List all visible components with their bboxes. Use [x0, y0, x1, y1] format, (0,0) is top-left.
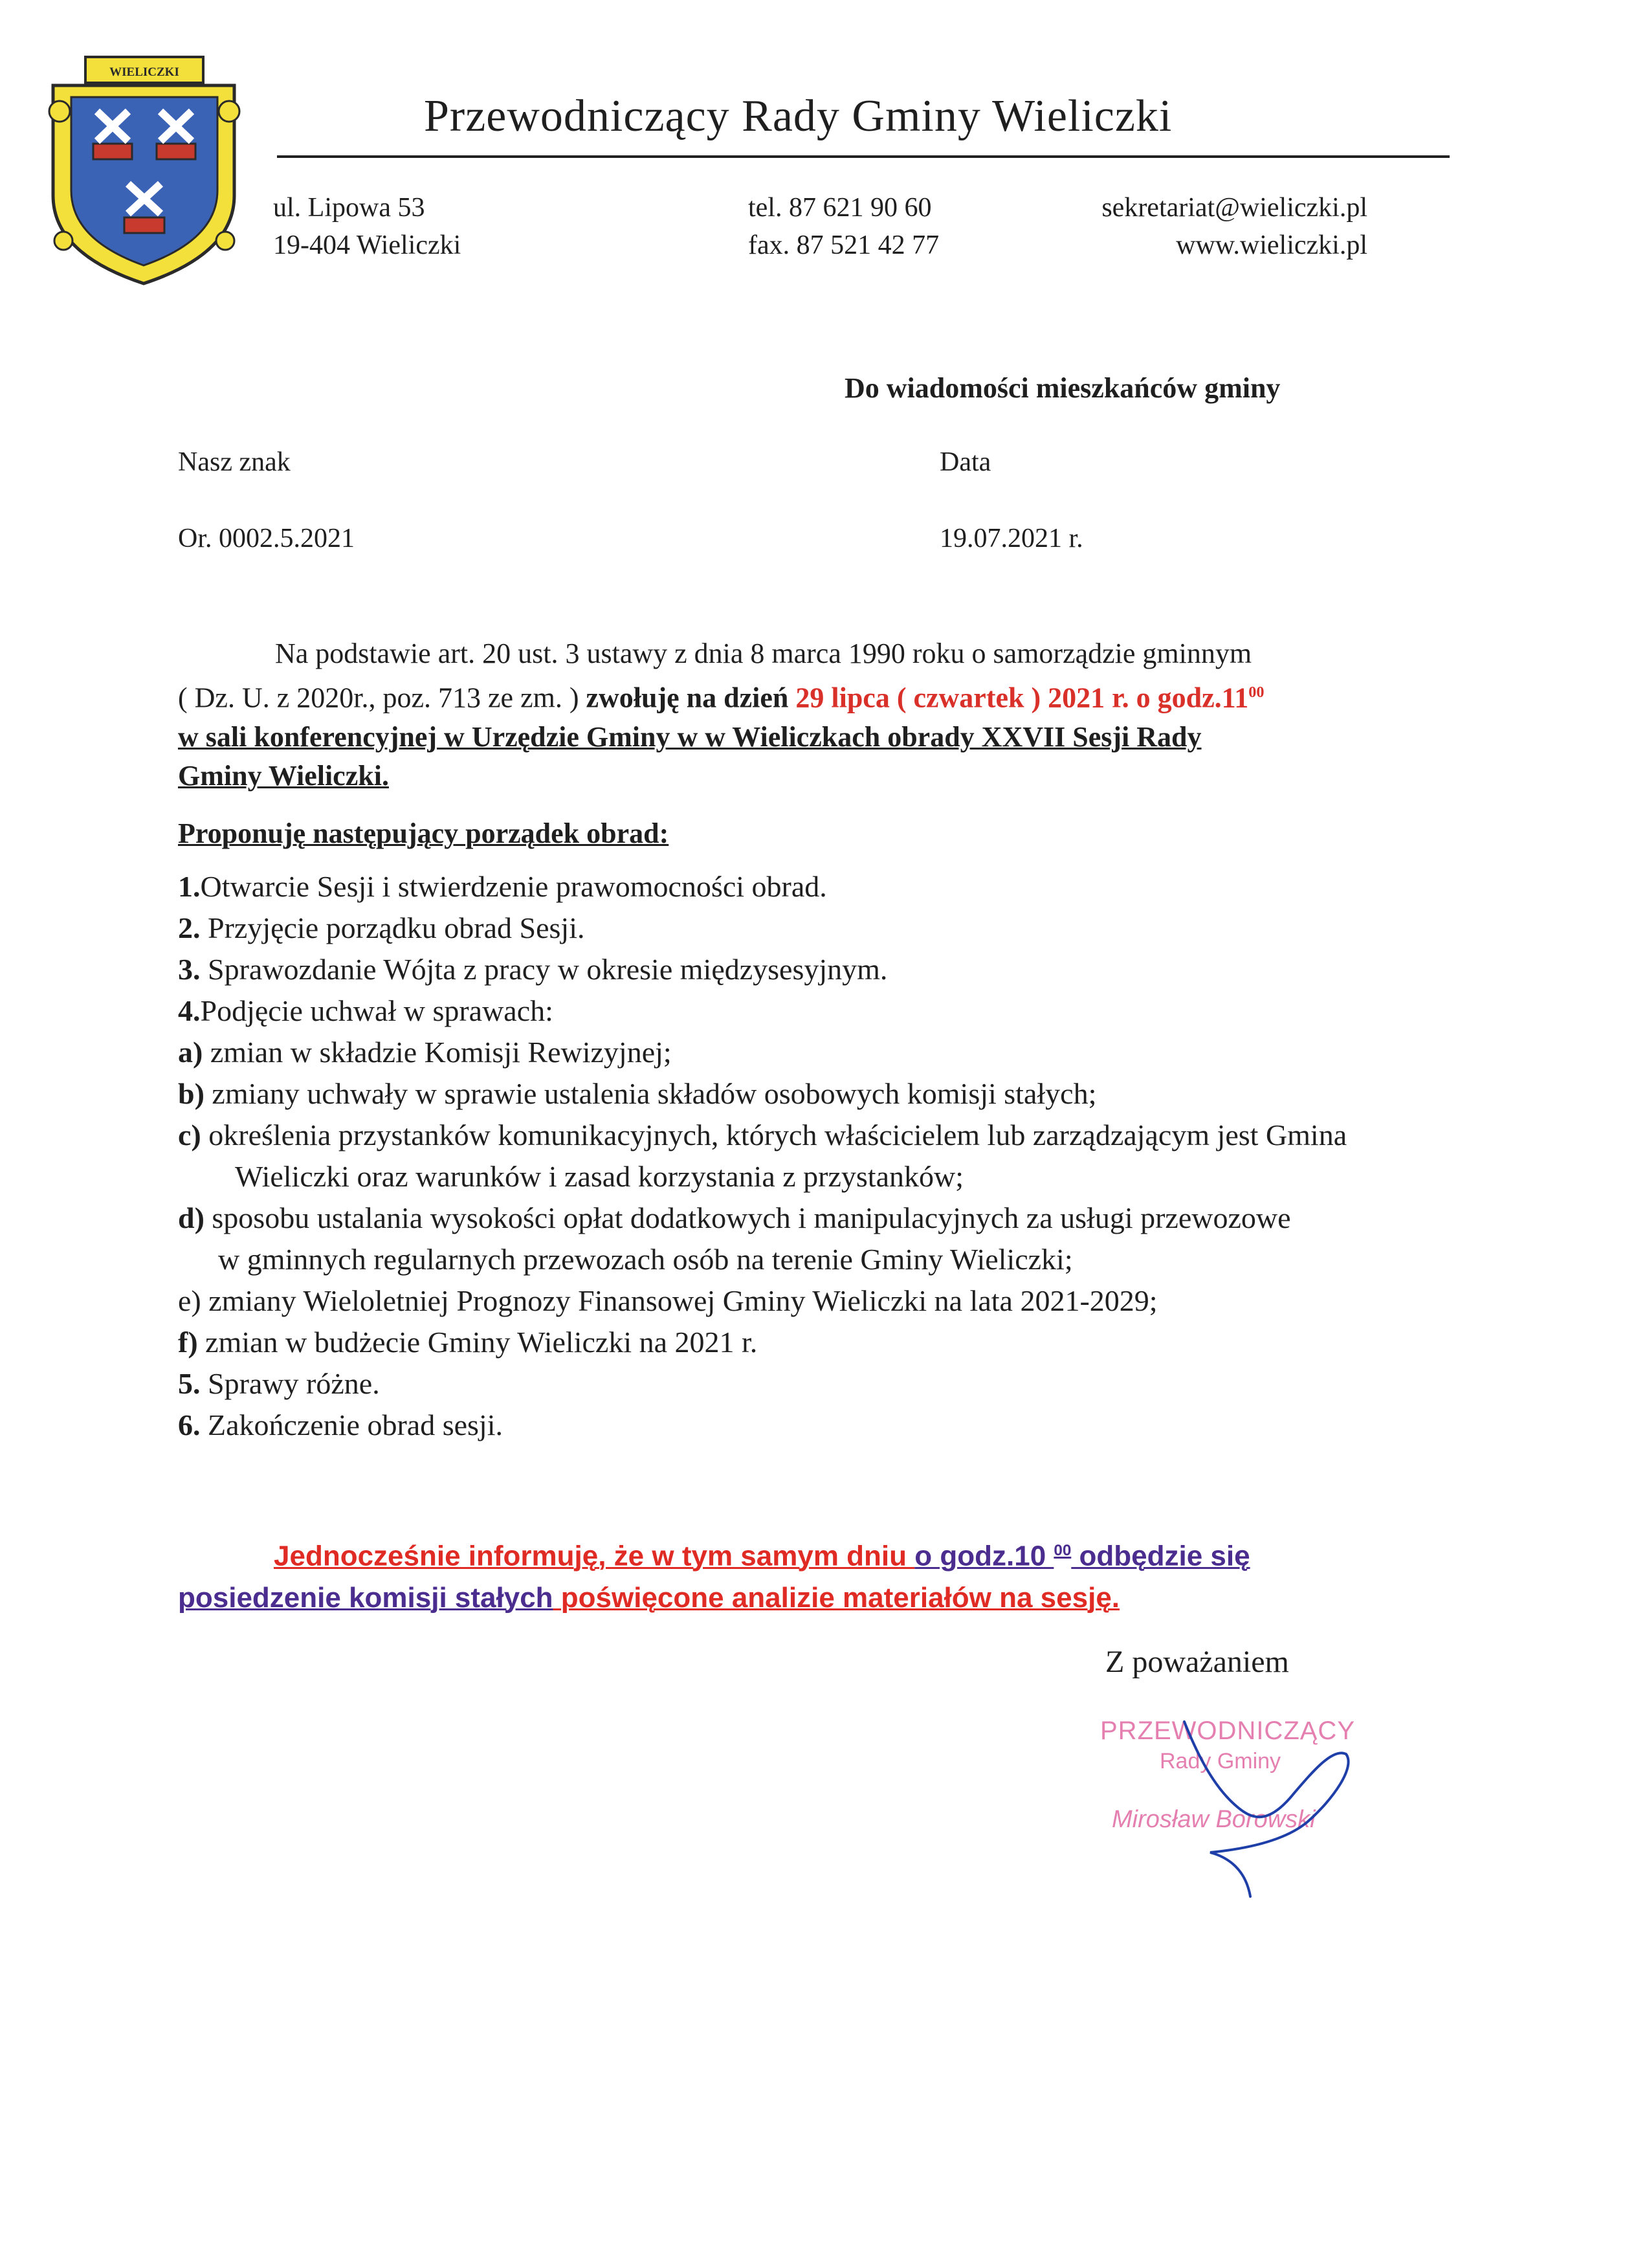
agenda-item	[178, 1073, 1589, 1115]
address-block	[273, 189, 461, 264]
committee-notice-line2	[178, 1577, 1537, 1619]
fax-number: fax. 87 521 42 77	[748, 230, 940, 260]
agenda-item-text: sposobu ustalania wysokości opłat dodatkowych i manipulacyjnych za usługi przewozowe	[204, 1201, 1291, 1234]
crest-label: WIELICZKI	[109, 65, 179, 79]
legal-reference: ( Dz. U. z 2020r., poz. 713 ze zm. )	[178, 682, 586, 714]
agenda-item	[178, 866, 1589, 907]
notice-red-text: poświęcone analizie materiałów na sesję.	[553, 1581, 1120, 1614]
email-address: sekretariat@wieliczki.pl	[1101, 193, 1367, 223]
agenda-item-continuation	[178, 1156, 1589, 1197]
agenda-item-text: określenia przystanków komunikacyjnych, których właścicielem lub zarządzającym jest Gmina	[201, 1118, 1347, 1151]
agenda-item-number: 4.	[178, 994, 201, 1027]
agenda-item-number: c)	[178, 1118, 201, 1151]
agenda-item-text: zmian w składzie Komisji Rewizyjnej;	[203, 1036, 672, 1069]
stamp-line-name: Mirosław Borowski	[1112, 1806, 1316, 1833]
agenda-item-number: 1.	[178, 870, 201, 903]
handwritten-signature	[1100, 1709, 1372, 1903]
committee-time-minutes: 00	[1054, 1542, 1072, 1559]
online-contact-block	[1101, 189, 1367, 264]
committee-notice	[178, 1530, 1537, 1619]
agenda-item-text: Przyjęcie porządku obrad Sesji.	[200, 911, 585, 944]
agenda-item-number: e)	[178, 1284, 201, 1317]
agenda-item-text: w gminnych regularnych przewozach osób na terenie Gminy Wieliczki;	[218, 1243, 1073, 1276]
agenda-item	[178, 1032, 1589, 1073]
agenda-item-text: zmiany Wieloletniej Prognozy Finansowej Gminy Wieliczki na lata 2021-2029;	[201, 1284, 1158, 1317]
notice-purple-text: odbędzie się	[1071, 1540, 1250, 1572]
agenda-item	[178, 1363, 1589, 1405]
session-place-line2: Gminy Wieliczki.	[178, 759, 389, 792]
agenda-item-number: 3.	[178, 953, 201, 986]
session-time-minutes: 00	[1248, 684, 1265, 701]
convening-phrase: zwołuję na dzień	[586, 682, 796, 714]
session-date-time: 29 lipca ( czwartek ) 2021 r. o godz.11	[795, 682, 1249, 714]
agenda-item-text: Wieliczki oraz warunków i zasad korzystania z przystanków;	[235, 1160, 964, 1193]
letterhead-divider	[277, 155, 1450, 158]
phone-block	[748, 189, 939, 264]
agenda-item	[178, 907, 1589, 949]
agenda-heading: Proponuję następujący porządek obrad:	[178, 817, 669, 849]
committee-name: posiedzenie komisji stałych	[178, 1581, 553, 1614]
municipal-crest-logo	[40, 47, 249, 287]
agenda-item-text: Otwarcie Sesji i stwierdzenie prawomocności obrad.	[200, 870, 827, 903]
agenda-item-text: Sprawy różne.	[200, 1367, 380, 1400]
phone-number: tel. 87 621 90 60	[748, 193, 932, 223]
reference-sign-label: Nasz znak	[178, 447, 291, 477]
agenda-item-number: 2.	[178, 911, 201, 944]
agenda-item	[178, 1115, 1589, 1156]
agenda-item-number: a)	[178, 1036, 203, 1069]
agenda-item-text: zmian w budżecie Gminy Wieliczki na 2021 r.	[197, 1326, 758, 1359]
reference-sign-value: Or. 0002.5.2021	[178, 524, 355, 553]
committee-notice-line1	[178, 1530, 1537, 1577]
notice-red-text: Jednocześnie informuję, że w tym samym dniu	[274, 1540, 915, 1572]
agenda-item	[178, 1280, 1589, 1322]
official-stamp	[1100, 1709, 1372, 1903]
agenda-item-number: b)	[178, 1077, 204, 1110]
agenda-item-number: 6.	[178, 1408, 201, 1441]
stamp-line-title: PRZEWODNICZĄCY	[1100, 1717, 1355, 1745]
agenda-item	[178, 1405, 1589, 1446]
session-announcement	[178, 634, 1498, 795]
agenda-item	[178, 990, 1589, 1032]
agenda-item	[178, 949, 1589, 990]
agenda-item-number: f)	[178, 1326, 198, 1359]
agenda-item	[178, 1322, 1589, 1363]
address-street: ul. Lipowa 53	[273, 193, 425, 223]
intro-line2	[178, 673, 1498, 718]
session-place-line1: w sali konferencyjnej w Urzędzie Gminy w w Wieliczkach obrady XXVII Sesji Rady	[178, 720, 1202, 753]
agenda-item-number: d)	[178, 1201, 204, 1234]
agenda-item-number: 5.	[178, 1367, 201, 1400]
agenda-item-text: Podjęcie uchwał w sprawach:	[200, 994, 553, 1027]
agenda-item-continuation	[178, 1239, 1589, 1280]
closing-salutation: Z poważaniem	[1105, 1645, 1289, 1679]
agenda-list	[178, 866, 1589, 1446]
letterhead-title: Przewodniczący Rady Gminy Wieliczki	[424, 91, 1173, 141]
reference-date-value: 19.07.2021 r.	[940, 524, 1083, 553]
address-city: 19-404 Wieliczki	[273, 230, 461, 260]
reference-date-label: Data	[940, 447, 991, 477]
intro-line1: Na podstawie art. 20 ust. 3 ustawy z dnia 8 marca 1990 roku o samorządzie gminnym	[275, 638, 1252, 669]
stamp-line-council: Rady Gminy	[1160, 1749, 1281, 1773]
agenda-item-text: Sprawozdanie Wójta z pracy w okresie międzysesyjnym.	[200, 953, 888, 986]
agenda-item-text: Zakończenie obrad sesji.	[200, 1408, 503, 1441]
committee-time: o godz.10	[914, 1540, 1054, 1572]
agenda-item	[178, 1197, 1589, 1239]
addressee-heading: Do wiadomości mieszkańców gminy	[845, 372, 1281, 404]
website-address: www.wieliczki.pl	[1176, 230, 1367, 260]
agenda-item-text: zmiany uchwały w sprawie ustalenia składów osobowych komisji stałych;	[204, 1077, 1097, 1110]
